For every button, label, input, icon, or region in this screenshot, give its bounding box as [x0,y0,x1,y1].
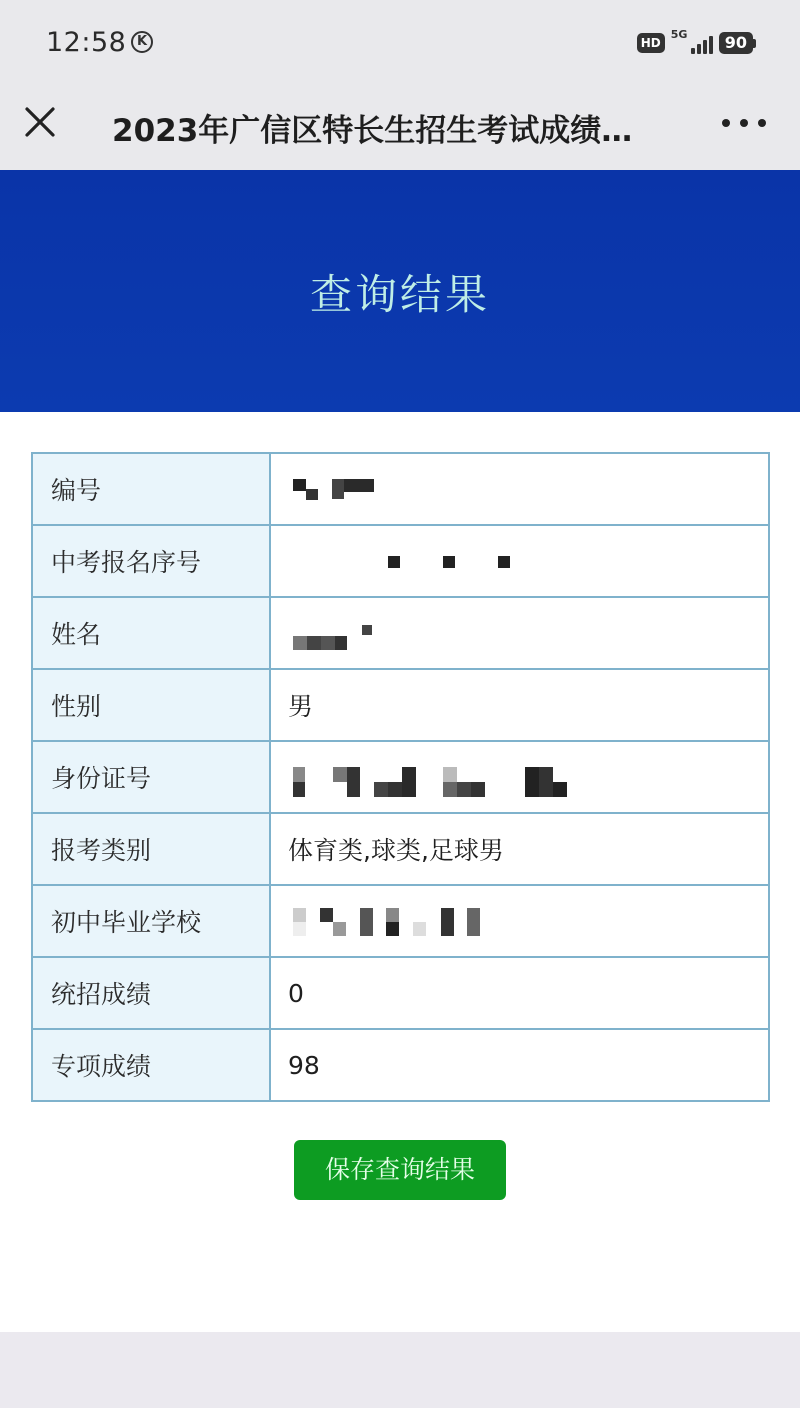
battery-level: 90 [719,32,753,54]
status-bar [0,0,800,88]
k-badge-icon: K [131,31,153,53]
table-row [32,885,769,957]
hd-badge: HD [637,33,665,53]
pixelated-redaction [288,454,768,524]
redacted-value [270,597,769,669]
row-value: 0 [270,957,769,1029]
redacted-value [270,525,769,597]
table-row [32,597,769,669]
table-row [32,453,769,525]
row-label: 报考类别 [32,813,270,885]
signal-icon [670,28,713,54]
table-row [32,741,769,813]
table-row [32,525,769,597]
save-result-button[interactable]: 保存查询结果 [294,1140,506,1200]
close-icon [22,104,58,140]
more-button[interactable] [722,108,766,138]
table-row [32,1029,769,1101]
title-bar [0,88,800,170]
pixelated-redaction [288,526,768,596]
pixelated-redaction [288,598,768,668]
row-label: 专项成绩 [32,1029,270,1101]
status-indicators [637,30,756,56]
close-button[interactable] [22,104,58,140]
pixelated-redaction [288,886,768,956]
table-row [32,813,769,885]
page-content [0,170,800,1332]
page-title: 2023年广信区特长生招生考试成绩… [112,113,633,149]
redacted-value [270,453,769,525]
status-clock: 12:58 [46,27,127,58]
redacted-value [270,885,769,957]
row-value: 98 [270,1029,769,1101]
row-label: 初中毕业学校 [32,885,270,957]
row-value: 体育类,球类,足球男 [270,813,769,885]
row-label: 身份证号 [32,741,270,813]
row-label: 性别 [32,669,270,741]
row-label: 姓名 [32,597,270,669]
bottom-bar [0,1332,800,1408]
more-icon [722,119,730,127]
battery-icon [719,32,756,54]
row-label: 编号 [32,453,270,525]
network-type: 5G [670,28,688,41]
table-row [32,669,769,741]
row-value: 男 [270,669,769,741]
table-row [32,957,769,1029]
result-table [31,452,770,1102]
result-banner [0,170,800,412]
row-label: 中考报名序号 [32,525,270,597]
row-label: 统招成绩 [32,957,270,1029]
redacted-value [270,741,769,813]
pixelated-redaction [288,742,768,812]
banner-title: 查询结果 [309,270,490,319]
